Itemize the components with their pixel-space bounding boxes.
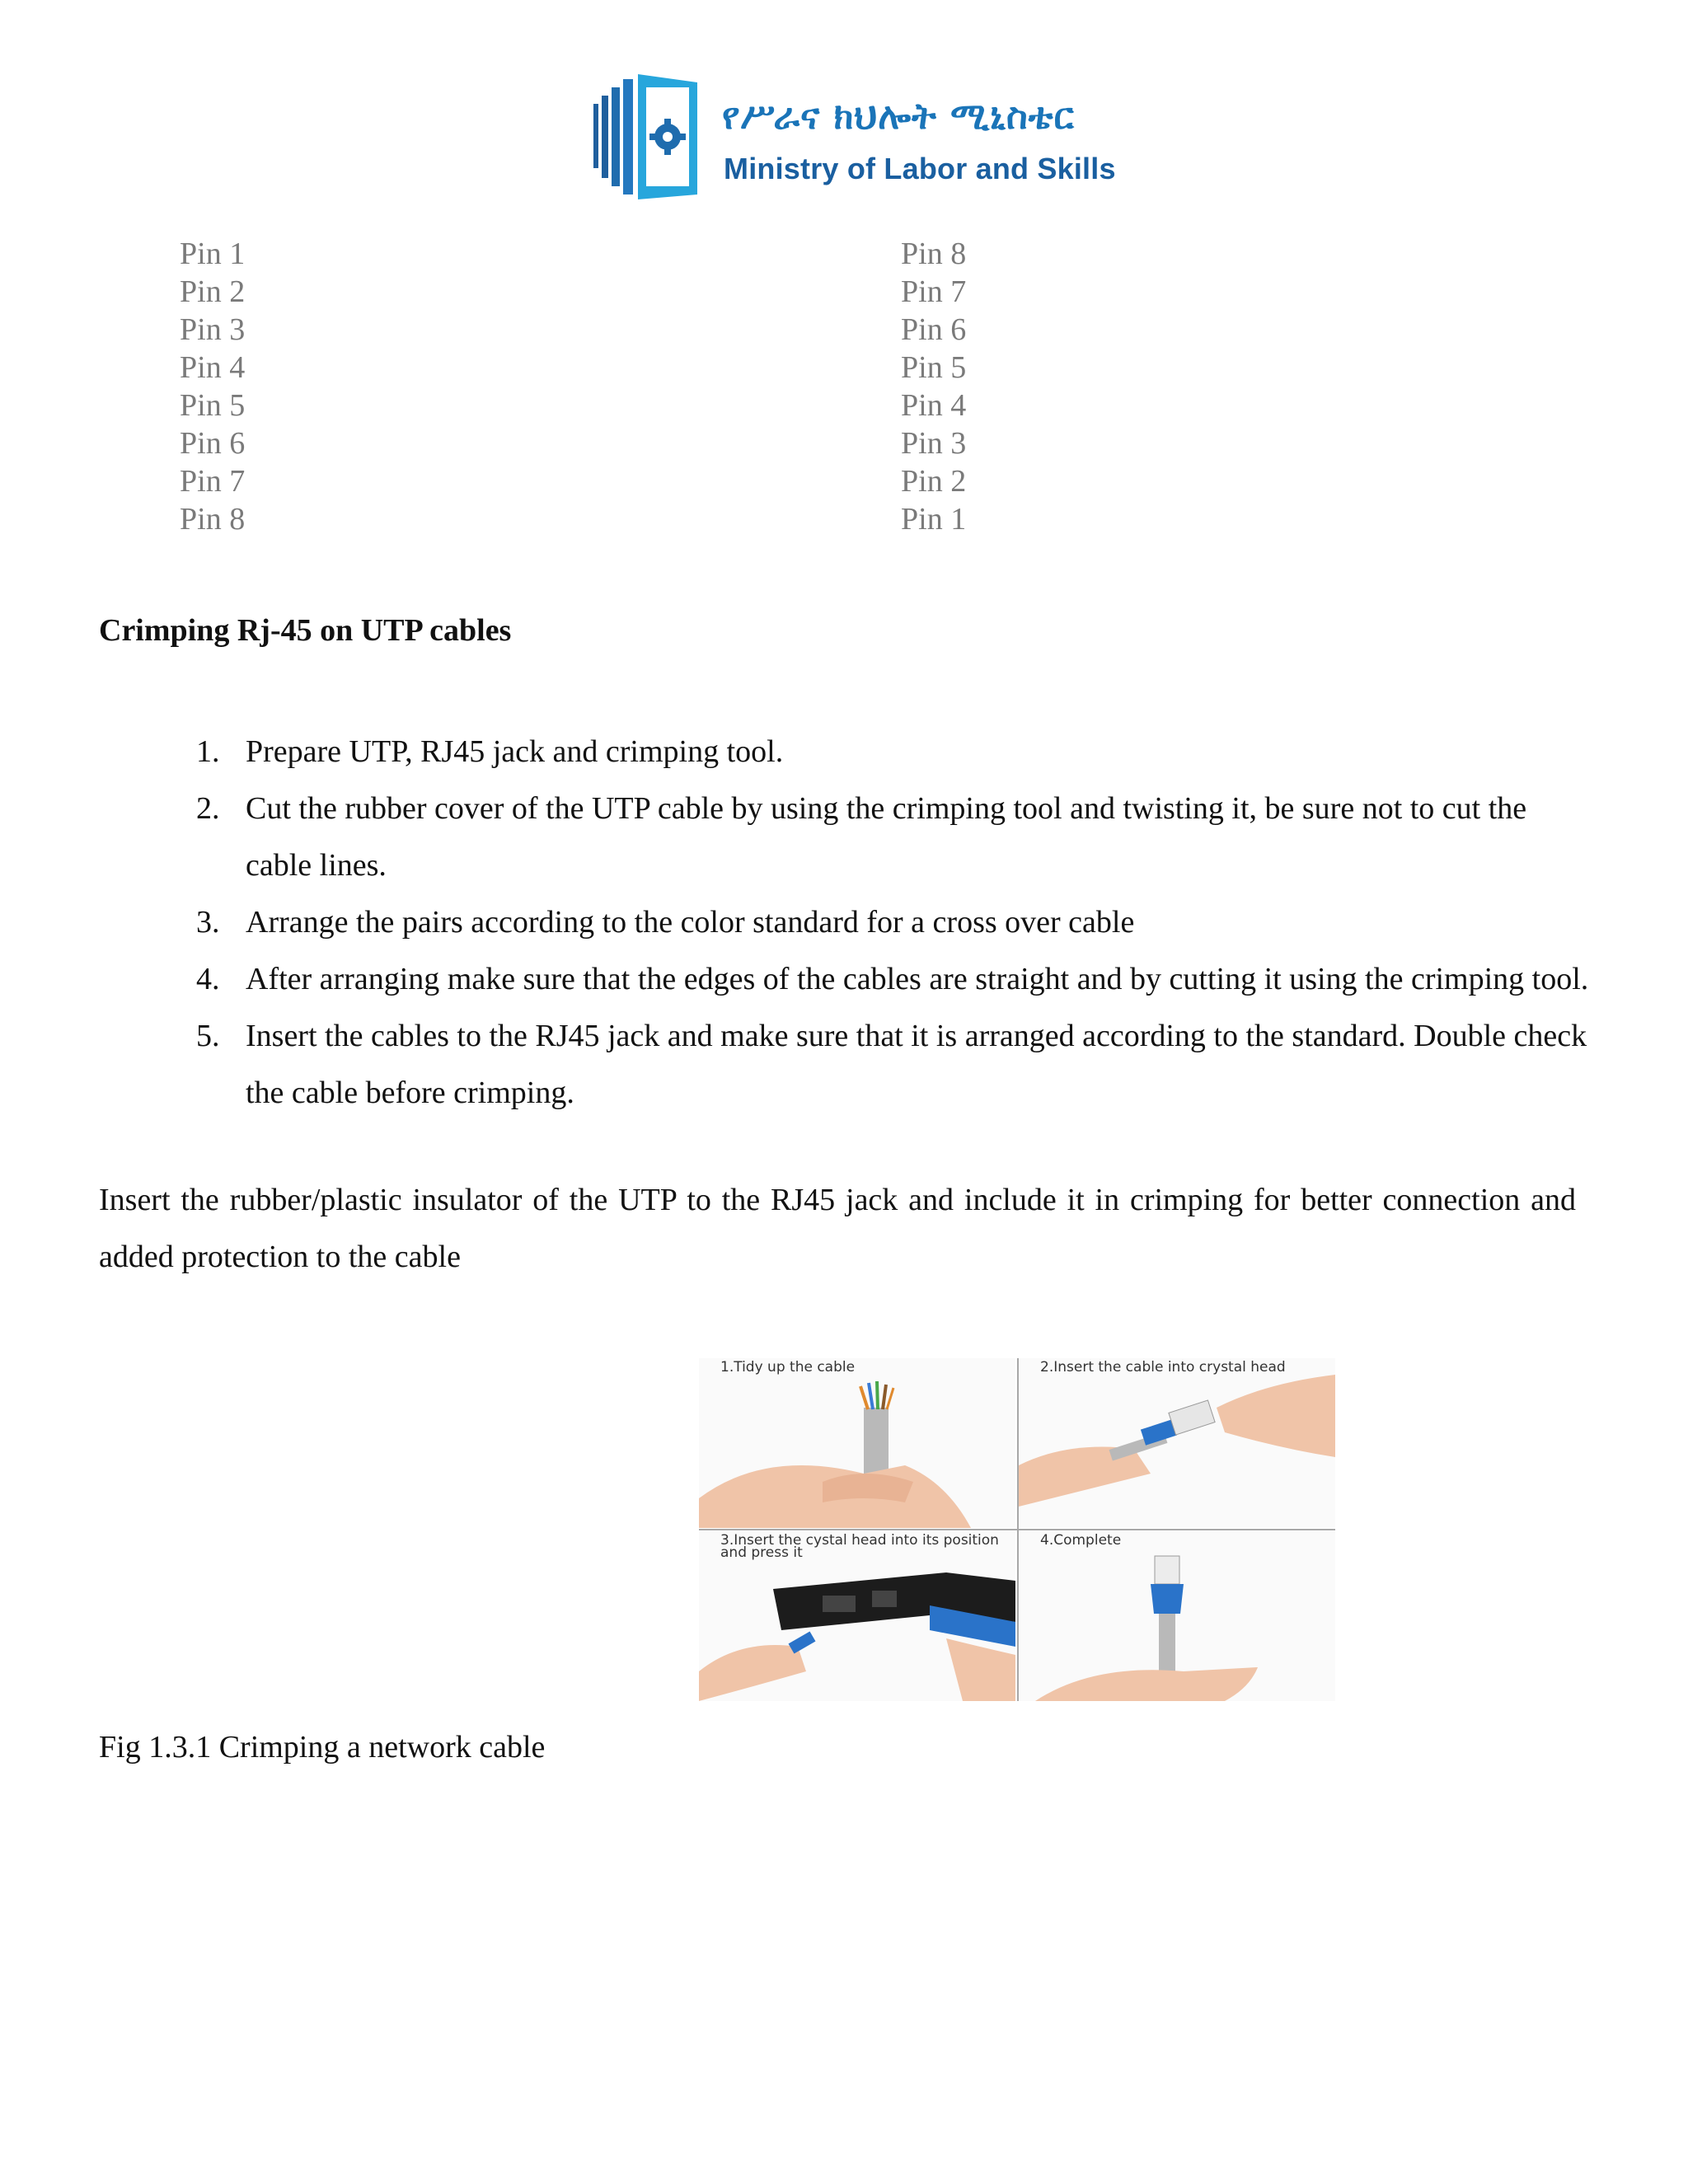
pin-label: Pin 3 bbox=[901, 426, 967, 461]
step-number: 2. bbox=[196, 791, 220, 826]
step-text: Arrange the pairs according to the color standard for a cross over cable bbox=[246, 905, 1135, 940]
step-text: Prepare UTP, RJ45 jack and crimping tool. bbox=[246, 734, 784, 769]
pin-label: Pin 6 bbox=[901, 312, 967, 347]
step-text: After arranging make sure that the edges of the cables are straight and by cutting it using the crimping tool. bbox=[246, 962, 1589, 996]
pinout-left-column bbox=[180, 235, 245, 538]
pin-label: Pin 5 bbox=[901, 350, 967, 385]
figure-caption: Fig 1.3.1 Crimping a network cable bbox=[99, 1730, 546, 1765]
pin-label: Pin 1 bbox=[901, 502, 967, 537]
panel-label: 4.Complete bbox=[1040, 1532, 1122, 1549]
step-text: Insert the cables to the RJ45 jack and make sure that it is arranged according to the standard. Double check the cable before crimping. bbox=[246, 1019, 1587, 1110]
figure-panel-tidy-cable bbox=[699, 1358, 1015, 1528]
logo-english-text: Ministry of Labor and Skills bbox=[724, 152, 1116, 185]
pin-label: Pin 7 bbox=[901, 274, 967, 309]
hand-inserting-connector-icon bbox=[1019, 1358, 1335, 1528]
list-item bbox=[180, 780, 1589, 894]
pin-label: Pin 4 bbox=[901, 388, 967, 423]
panel-label: 2.Insert the cable into crystal head bbox=[1040, 1359, 1286, 1376]
pin-label: Pin 2 bbox=[901, 464, 967, 499]
step-number: 5. bbox=[196, 1019, 220, 1053]
pin-label: Pin 8 bbox=[180, 502, 246, 537]
step-number: 1. bbox=[196, 734, 220, 769]
step-number: 4. bbox=[196, 962, 220, 996]
figure-panel-complete bbox=[1019, 1531, 1335, 1701]
pin-label: Pin 5 bbox=[180, 388, 246, 423]
list-item bbox=[180, 1008, 1589, 1122]
crimping-steps-list bbox=[180, 724, 1589, 1122]
crimping-figure bbox=[699, 1358, 1335, 1701]
finished-connector-icon bbox=[1019, 1531, 1335, 1701]
pin-label: Pin 7 bbox=[180, 464, 246, 499]
pin-label: Pin 8 bbox=[901, 237, 967, 271]
ministry-logo bbox=[592, 71, 1116, 206]
logo-amharic-text: የሥራና ክህሎት ሚኒስቴር bbox=[722, 96, 1075, 138]
pin-label: Pin 1 bbox=[180, 237, 246, 271]
figure-panel-insert-cable bbox=[1019, 1358, 1335, 1528]
list-item bbox=[180, 894, 1589, 951]
pin-label: Pin 4 bbox=[180, 350, 246, 385]
pin-label: Pin 2 bbox=[180, 274, 246, 309]
panel-label: 1.Tidy up the cable bbox=[720, 1359, 856, 1376]
panel-label: 3.Insert the cystal head into its position and press it bbox=[720, 1532, 999, 1561]
pin-label: Pin 6 bbox=[180, 426, 246, 461]
body-paragraph: Insert the rubber/plastic insulator of the UTP to the RJ45 jack and include it in crimping for better connection and added protection to the cable bbox=[99, 1183, 1576, 1274]
pin-label: Pin 3 bbox=[180, 312, 246, 347]
list-item bbox=[180, 951, 1589, 1008]
pinout-right-column bbox=[901, 235, 966, 538]
ministry-logo-icon bbox=[592, 71, 715, 203]
figure-panel-crimp-tool bbox=[699, 1531, 1015, 1701]
hand-holding-cable-icon bbox=[699, 1358, 1015, 1528]
step-number: 3. bbox=[196, 905, 220, 940]
figure-divider-horizontal bbox=[699, 1529, 1335, 1530]
section-heading: Crimping Rj-45 on UTP cables bbox=[99, 613, 512, 648]
list-item bbox=[180, 724, 1589, 780]
step-text: Cut the rubber cover of the UTP cable by using the crimping tool and twisting it, be sure not to cut the cable lines. bbox=[246, 791, 1527, 883]
